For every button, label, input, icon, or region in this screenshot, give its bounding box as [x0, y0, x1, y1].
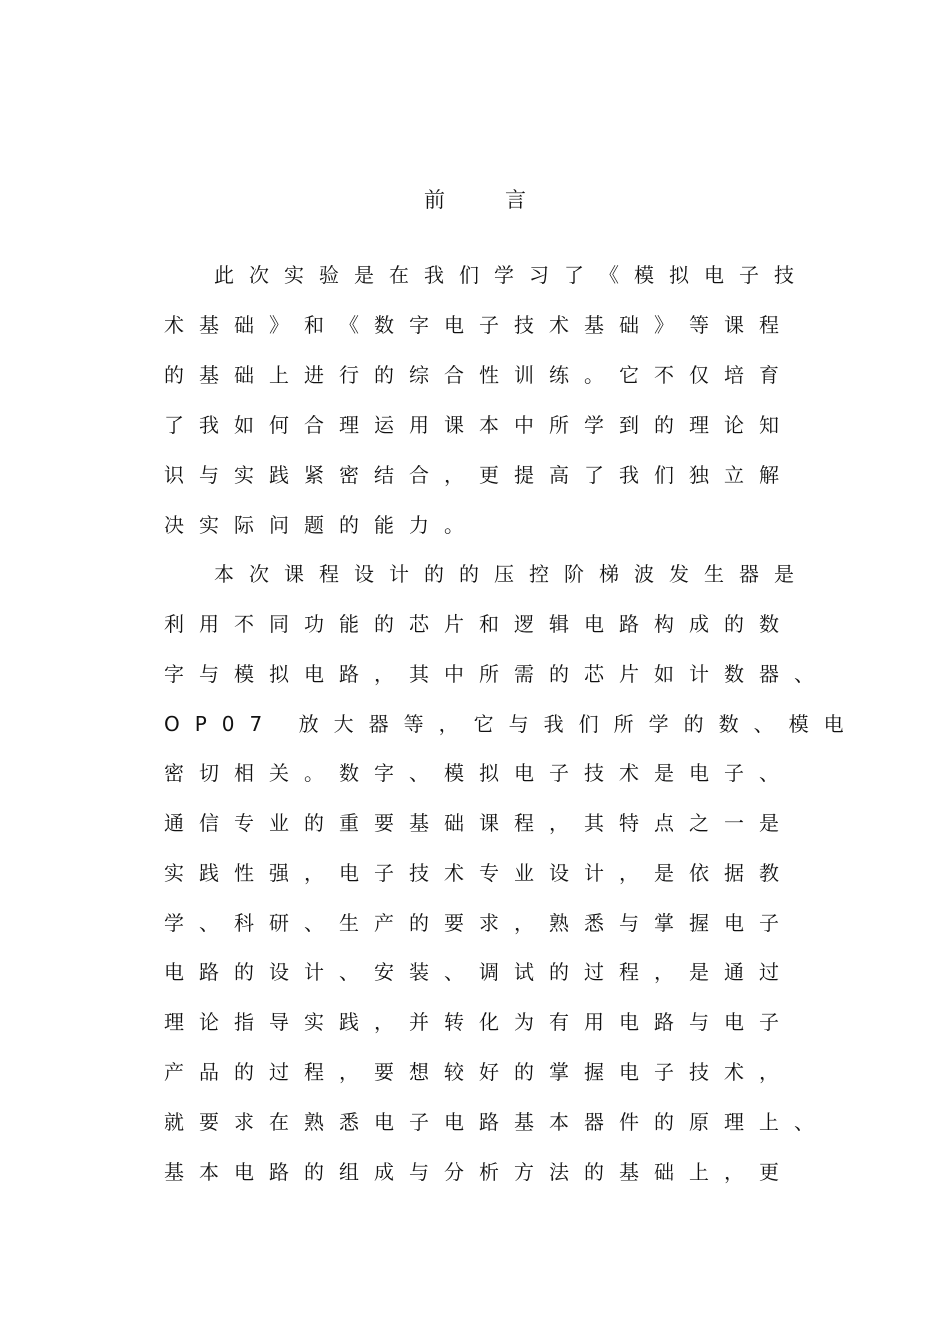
paragraph-line: 电路的设计、安装、调试的过程，是通过 — [164, 960, 794, 984]
page-title — [0, 186, 950, 214]
paragraph-line: 决实际问题的能力。 — [164, 513, 479, 537]
paragraph-line: 学、科研、生产的要求，熟悉与掌握电子 — [164, 911, 794, 935]
paragraph-line: 识与实践紧密结合，更提高了我们独立解 — [164, 463, 794, 487]
paragraph-line: OP07 放大器等，它与我们所学的数、模电 — [164, 712, 859, 736]
paragraph-line: 此次实验是在我们学习了《模拟电子技 — [214, 263, 809, 287]
paragraph-line: 了我如何合理运用课本中所学到的理论知 — [164, 413, 794, 437]
title-char-2: 言 — [505, 188, 526, 212]
paragraph-line: 就要求在熟悉电子电路基本器件的原理上、 — [164, 1110, 829, 1134]
title-char-1: 前 — [424, 188, 445, 212]
paragraph-line: 术基础》和《数字电子技术基础》等课程 — [164, 313, 794, 337]
paragraph-line: 利用不同功能的芯片和逻辑电路构成的数 — [164, 612, 794, 636]
paragraph-line: 实践性强，电子技术专业设计，是依据教 — [164, 861, 794, 885]
paragraph-line: 产品的过程，要想较好的掌握电子技术， — [164, 1060, 794, 1084]
paragraph-line: 通信专业的重要基础课程，其特点之一是 — [164, 811, 794, 835]
paragraph-line: 本次课程设计的的压控阶梯波发生器是 — [214, 562, 809, 586]
paragraph-line: 的基础上进行的综合性训练。它不仅培育 — [164, 363, 794, 387]
paragraph-line: 理论指导实践，并转化为有用电路与电子 — [164, 1010, 794, 1034]
paragraph-line: 字与模拟电路，其中所需的芯片如计数器、 — [164, 662, 829, 686]
paragraph-line: 基本电路的组成与分析方法的基础上，更 — [164, 1160, 794, 1184]
paragraph-line: 密切相关。数字、模拟电子技术是电子、 — [164, 761, 794, 785]
